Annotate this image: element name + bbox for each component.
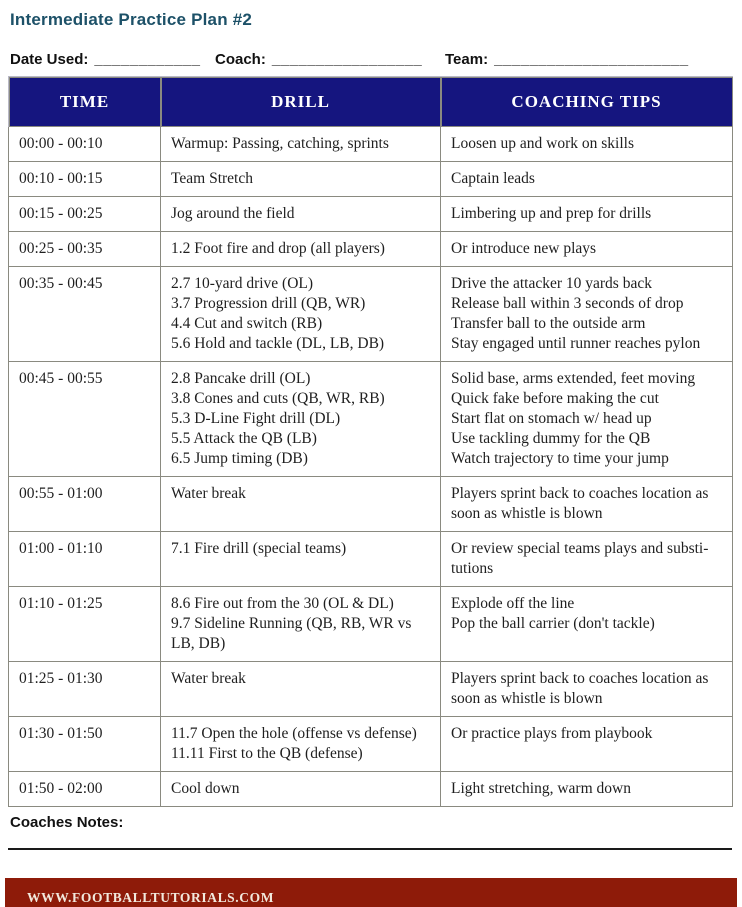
time-cell: 01:00 - 01:10 [9,532,161,587]
tip-line: Start flat on stomach w/ head up [451,410,652,427]
table-row [9,127,733,162]
table-row [9,197,733,232]
time-cell: 01:50 - 02:00 [9,772,161,807]
table-row [9,362,733,477]
tip-line: Limbering up and prep for drills [451,205,652,222]
drill-cell [161,127,441,162]
time-cell: 00:15 - 00:25 [9,197,161,232]
tip-line: Pop the ball carrier (don't tackle) [451,615,655,632]
coaches-notes-line [8,848,732,850]
drill-line: Water break [171,670,246,687]
practice-plan-table [8,76,733,807]
time-cell: 01:25 - 01:30 [9,662,161,717]
drill-cell [161,532,441,587]
table-header-row [9,77,733,127]
time-cell: 00:00 - 00:10 [9,127,161,162]
tip-line: Stay engaged until runner reaches pylon [451,335,701,352]
drill-line: 5.5 Attack the QB (LB) [171,430,317,447]
tips-cell [441,717,733,772]
date-used-field [10,51,215,68]
tip-line: soon as whistle is blown [451,505,603,522]
drill-line: 3.7 Progression drill (QB, WR) [171,295,366,312]
drill-line: 6.5 Jump timing (DB) [171,450,308,467]
time-cell: 00:10 - 00:15 [9,162,161,197]
drill-line: 11.11 First to the QB (defense) [171,745,363,762]
footer-url-text: WWW.FOOTBALLTUTORIALS.COM [27,889,275,905]
drill-line: 1.2 Foot fire and drop (all players) [171,240,385,257]
tip-line: Drive the attacker 10 yards back [451,275,652,292]
tips-cell [441,362,733,477]
drill-cell [161,197,441,232]
drill-line: 5.6 Hold and tackle (DL, LB, DB) [171,335,385,352]
drill-line: 8.6 Fire out from the 30 (OL & DL) [171,595,394,612]
column-header-drill: DRILL [161,77,441,127]
table-header [9,77,733,127]
drill-line: Team Stretch [171,170,253,187]
table-row [9,477,733,532]
time-cell: 01:10 - 01:25 [9,587,161,662]
team-blank: ______________________ [494,51,689,68]
drill-cell [161,587,441,662]
coach-blank: _________________ [271,51,423,68]
drill-line: 3.8 Cones and cuts (QB, WR, RB) [171,390,385,407]
drill-line: Cool down [171,780,240,797]
drill-line: Water break [171,485,246,502]
table-row [9,717,733,772]
coaches-notes-label: Coaches Notes: [10,814,124,831]
tip-line: tutions [451,560,494,577]
time-cell: 00:25 - 00:35 [9,232,161,267]
tip-line: Quick fake before making the cut [451,390,659,407]
footer-bar [5,878,737,907]
drill-line: 11.7 Open the hole (offense vs defense) [171,725,417,742]
column-header-time: TIME [9,77,161,127]
page-title: Intermediate Practice Plan #2 [10,10,253,29]
column-header-coaching-tips: COACHING TIPS [441,77,733,127]
time-cell: 00:45 - 00:55 [9,362,161,477]
drill-cell [161,362,441,477]
tips-cell [441,772,733,807]
coach-label: Coach: [215,51,266,68]
drill-line: 2.7 10-yard drive (OL) [171,275,314,292]
date-used-blank: ____________ [94,51,201,68]
tip-line: Captain leads [451,170,535,187]
drill-line: LB, DB) [171,635,226,652]
coach-field [215,51,445,68]
table-row [9,772,733,807]
tip-line: soon as whistle is blown [451,690,603,707]
header-fields-row [10,51,734,68]
date-used-label: Date Used: [10,51,89,68]
tips-cell [441,127,733,162]
drill-cell [161,232,441,267]
tip-line: Or introduce new plays [451,240,597,257]
drill-line: 9.7 Sideline Running (QB, RB, WR vs [171,615,412,632]
table-row [9,662,733,717]
drill-line: Jog around the field [171,205,295,222]
time-cell: 00:35 - 00:45 [9,267,161,362]
drill-cell [161,477,441,532]
drill-cell [161,772,441,807]
team-label: Team: [445,51,489,68]
team-field [445,51,689,68]
tips-cell [441,267,733,362]
drill-cell [161,267,441,362]
tips-cell [441,662,733,717]
table-row [9,532,733,587]
drill-line: 5.3 D-Line Fight drill (DL) [171,410,341,427]
drill-cell [161,162,441,197]
table-row [9,267,733,362]
table-row [9,162,733,197]
tip-line: Transfer ball to the outside arm [451,315,646,332]
table-row [9,587,733,662]
tip-line: Players sprint back to coaches location as [451,485,709,502]
tip-line: Solid base, arms extended, feet moving [451,370,696,387]
tips-cell [441,232,733,267]
drill-cell [161,662,441,717]
tip-line: Or practice plays from playbook [451,725,653,742]
tips-cell [441,197,733,232]
tip-line: Watch trajectory to time your jump [451,450,669,467]
drill-cell [161,717,441,772]
tip-line: Loosen up and work on skills [451,135,634,152]
time-cell: 00:55 - 01:00 [9,477,161,532]
drill-line: Warmup: Passing, catching, sprints [171,135,389,152]
tip-line: Players sprint back to coaches location as [451,670,709,687]
tip-line: Light stretching, warm down [451,780,631,797]
tips-cell [441,162,733,197]
tip-line: Explode off the line [451,595,575,612]
drill-line: 2.8 Pancake drill (OL) [171,370,311,387]
tips-cell [441,477,733,532]
tip-line: Use tackling dummy for the QB [451,430,651,447]
time-cell: 01:30 - 01:50 [9,717,161,772]
table-row [9,232,733,267]
tip-line: Or review special teams plays and substi- [451,540,709,557]
table-body [9,127,733,807]
tip-line: Release ball within 3 seconds of drop [451,295,684,312]
drill-line: 7.1 Fire drill (special teams) [171,540,347,557]
tips-cell [441,532,733,587]
tips-cell [441,587,733,662]
drill-line: 4.4 Cut and switch (RB) [171,315,323,332]
